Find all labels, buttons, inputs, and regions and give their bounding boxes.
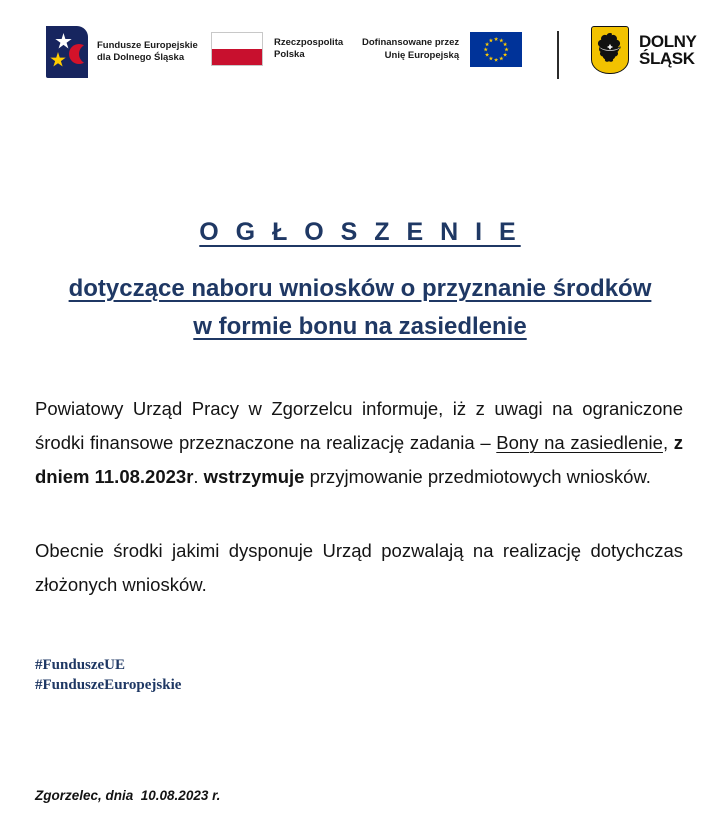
paragraph-1-underlined-term: Bony na zasiedlenie	[496, 432, 663, 453]
wordmark-line-2: ŚLĄSK	[639, 49, 695, 68]
caption-line-1: Fundusze Europejskie	[97, 39, 198, 51]
hashtag-funduszeue: #FunduszeUE	[35, 657, 126, 673]
wordmark-line-1: DOLNY	[639, 31, 697, 51]
caption-line-1: Dofinansowane przez	[362, 37, 460, 48]
caption-line-2: Polska	[274, 49, 305, 60]
paragraph-2: Obecnie środki jakimi dysponuje Urząd pozwalają na realizację dotychczas złożonych wniosków.	[35, 540, 683, 595]
paragraph-1-segment-3: ,	[662, 432, 674, 453]
paragraph-1-bold-action: wstrzymuje	[203, 466, 305, 487]
paragraph-1-bold-date: z dniem 11.08.2023r	[35, 432, 683, 487]
footer-place-and-date: Zgorzelec, dnia 10.08.2023 r.	[35, 788, 221, 803]
page-subtitle-line-2: w formie bonu na zasiedlenie	[193, 313, 527, 340]
paragraph-1-segment-5: .	[193, 466, 204, 487]
paragraph-1	[35, 392, 683, 494]
caption-line-1: Rzeczpospolita	[274, 36, 344, 48]
page-subtitle	[46, 270, 674, 346]
paragraph-1-segment-1: Powiatowy Urząd Pracy w Zgorzelcu informuje, iż z uwagi na ograniczone środki finansowe przeznaczone na realizację zadania –	[35, 398, 683, 453]
hashtag-block	[35, 655, 181, 695]
page-subtitle-line-1: dotyczące naboru wniosków o przyznanie środków	[68, 275, 652, 302]
page-title	[0, 218, 720, 247]
paragraph-1-segment-7: przyjmowanie przedmiotowych wniosków.	[304, 466, 651, 487]
hashtag-funduszeeuropejskie: #FunduszeEuropejskie	[35, 677, 182, 693]
caption-line-2: dla Dolnego Śląska	[97, 52, 185, 63]
page-title-text: O G Ł O S Z E N I E	[199, 218, 521, 246]
caption-line-2: Unię Europejską	[384, 49, 460, 61]
